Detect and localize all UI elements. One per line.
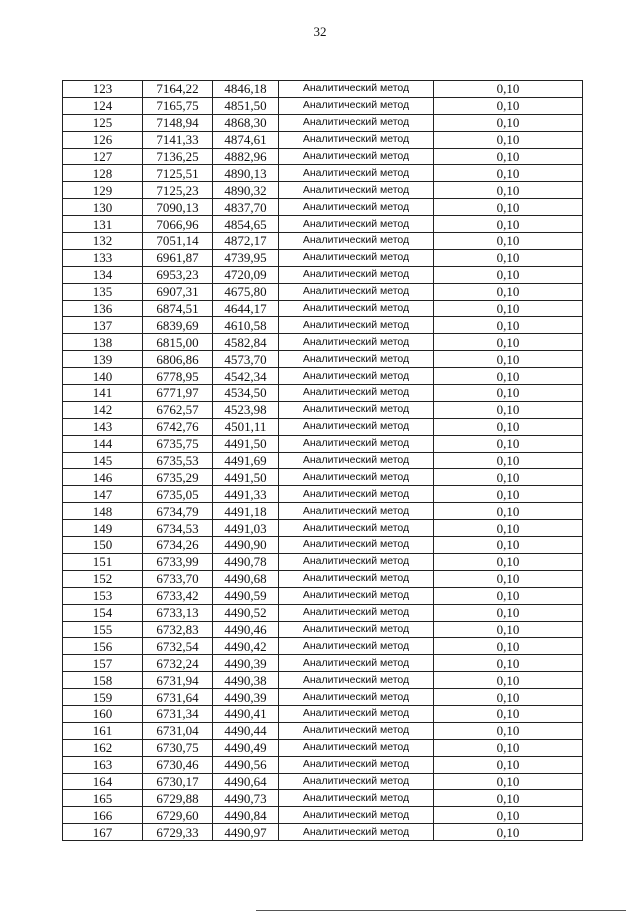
y-coordinate-cell: 4890,13 xyxy=(213,165,279,182)
method-cell: Аналитический метод xyxy=(279,97,434,114)
point-number-cell: 162 xyxy=(63,739,143,756)
point-number-cell: 164 xyxy=(63,773,143,790)
x-coordinate-cell: 6762,57 xyxy=(143,401,213,418)
method-cell: Аналитический метод xyxy=(279,81,434,98)
accuracy-cell: 0,10 xyxy=(434,638,583,655)
y-coordinate-cell: 4837,70 xyxy=(213,199,279,216)
table-row xyxy=(63,807,583,824)
point-number-cell: 160 xyxy=(63,705,143,722)
y-coordinate-cell: 4739,95 xyxy=(213,249,279,266)
method-cell: Аналитический метод xyxy=(279,317,434,334)
method-cell: Аналитический метод xyxy=(279,638,434,655)
table-row xyxy=(63,587,583,604)
table-row xyxy=(63,672,583,689)
method-cell: Аналитический метод xyxy=(279,486,434,503)
y-coordinate-cell: 4491,03 xyxy=(213,520,279,537)
point-number-cell: 156 xyxy=(63,638,143,655)
accuracy-cell: 0,10 xyxy=(434,131,583,148)
method-cell: Аналитический метод xyxy=(279,131,434,148)
x-coordinate-cell: 6734,26 xyxy=(143,537,213,554)
accuracy-cell: 0,10 xyxy=(434,199,583,216)
table-row xyxy=(63,739,583,756)
y-coordinate-cell: 4490,78 xyxy=(213,553,279,570)
accuracy-cell: 0,10 xyxy=(434,486,583,503)
y-coordinate-cell: 4851,50 xyxy=(213,97,279,114)
x-coordinate-cell: 6733,42 xyxy=(143,587,213,604)
y-coordinate-cell: 4882,96 xyxy=(213,148,279,165)
y-coordinate-cell: 4490,73 xyxy=(213,790,279,807)
y-coordinate-cell: 4491,50 xyxy=(213,435,279,452)
x-coordinate-cell: 6733,99 xyxy=(143,553,213,570)
method-cell: Аналитический метод xyxy=(279,148,434,165)
point-number-cell: 127 xyxy=(63,148,143,165)
table-row xyxy=(63,283,583,300)
x-coordinate-cell: 6953,23 xyxy=(143,266,213,283)
y-coordinate-cell: 4490,49 xyxy=(213,739,279,756)
table-row xyxy=(63,216,583,233)
accuracy-cell: 0,10 xyxy=(434,756,583,773)
table-row xyxy=(63,722,583,739)
table-row xyxy=(63,368,583,385)
accuracy-cell: 0,10 xyxy=(434,165,583,182)
point-number-cell: 152 xyxy=(63,570,143,587)
point-number-cell: 137 xyxy=(63,317,143,334)
y-coordinate-cell: 4501,11 xyxy=(213,418,279,435)
method-cell: Аналитический метод xyxy=(279,722,434,739)
method-cell: Аналитический метод xyxy=(279,300,434,317)
method-cell: Аналитический метод xyxy=(279,655,434,672)
x-coordinate-cell: 7051,14 xyxy=(143,233,213,250)
point-number-cell: 165 xyxy=(63,790,143,807)
point-number-cell: 159 xyxy=(63,689,143,706)
point-number-cell: 138 xyxy=(63,334,143,351)
y-coordinate-cell: 4720,09 xyxy=(213,266,279,283)
table-row xyxy=(63,249,583,266)
y-coordinate-cell: 4490,46 xyxy=(213,621,279,638)
table-row xyxy=(63,621,583,638)
table-row xyxy=(63,401,583,418)
y-coordinate-cell: 4846,18 xyxy=(213,81,279,98)
y-coordinate-cell: 4491,33 xyxy=(213,486,279,503)
accuracy-cell: 0,10 xyxy=(434,705,583,722)
table-row xyxy=(63,570,583,587)
y-coordinate-cell: 4490,90 xyxy=(213,537,279,554)
point-number-cell: 154 xyxy=(63,604,143,621)
x-coordinate-cell: 6732,54 xyxy=(143,638,213,655)
y-coordinate-cell: 4542,34 xyxy=(213,368,279,385)
point-number-cell: 126 xyxy=(63,131,143,148)
point-number-cell: 125 xyxy=(63,114,143,131)
accuracy-cell: 0,10 xyxy=(434,604,583,621)
accuracy-cell: 0,10 xyxy=(434,587,583,604)
y-coordinate-cell: 4874,61 xyxy=(213,131,279,148)
point-number-cell: 128 xyxy=(63,165,143,182)
x-coordinate-cell: 6961,87 xyxy=(143,249,213,266)
point-number-cell: 141 xyxy=(63,385,143,402)
y-coordinate-cell: 4573,70 xyxy=(213,351,279,368)
point-number-cell: 133 xyxy=(63,249,143,266)
table-row xyxy=(63,469,583,486)
y-coordinate-cell: 4675,80 xyxy=(213,283,279,300)
method-cell: Аналитический метод xyxy=(279,368,434,385)
table-row xyxy=(63,553,583,570)
x-coordinate-cell: 7165,75 xyxy=(143,97,213,114)
accuracy-cell: 0,10 xyxy=(434,81,583,98)
x-coordinate-cell: 7164,22 xyxy=(143,81,213,98)
accuracy-cell: 0,10 xyxy=(434,182,583,199)
accuracy-cell: 0,10 xyxy=(434,435,583,452)
y-coordinate-cell: 4490,44 xyxy=(213,722,279,739)
x-coordinate-cell: 6778,95 xyxy=(143,368,213,385)
x-coordinate-cell: 6731,94 xyxy=(143,672,213,689)
table-row xyxy=(63,790,583,807)
x-coordinate-cell: 6734,79 xyxy=(143,503,213,520)
x-coordinate-cell: 6742,76 xyxy=(143,418,213,435)
y-coordinate-cell: 4890,32 xyxy=(213,182,279,199)
point-number-cell: 150 xyxy=(63,537,143,554)
point-number-cell: 157 xyxy=(63,655,143,672)
method-cell: Аналитический метод xyxy=(279,266,434,283)
y-coordinate-cell: 4644,17 xyxy=(213,300,279,317)
table-row xyxy=(63,131,583,148)
table-row xyxy=(63,604,583,621)
table-row xyxy=(63,435,583,452)
point-number-cell: 158 xyxy=(63,672,143,689)
point-number-cell: 130 xyxy=(63,199,143,216)
table-row xyxy=(63,705,583,722)
method-cell: Аналитический метод xyxy=(279,790,434,807)
accuracy-cell: 0,10 xyxy=(434,249,583,266)
point-number-cell: 139 xyxy=(63,351,143,368)
table-row xyxy=(63,266,583,283)
table-row xyxy=(63,520,583,537)
table-row xyxy=(63,334,583,351)
point-number-cell: 166 xyxy=(63,807,143,824)
method-cell: Аналитический метод xyxy=(279,689,434,706)
x-coordinate-cell: 6729,33 xyxy=(143,824,213,841)
y-coordinate-cell: 4491,50 xyxy=(213,469,279,486)
accuracy-cell: 0,10 xyxy=(434,672,583,689)
x-coordinate-cell: 7148,94 xyxy=(143,114,213,131)
point-number-cell: 124 xyxy=(63,97,143,114)
accuracy-cell: 0,10 xyxy=(434,401,583,418)
table-row xyxy=(63,148,583,165)
method-cell: Аналитический метод xyxy=(279,537,434,554)
point-number-cell: 149 xyxy=(63,520,143,537)
point-number-cell: 147 xyxy=(63,486,143,503)
table-row xyxy=(63,385,583,402)
accuracy-cell: 0,10 xyxy=(434,216,583,233)
table-row xyxy=(63,165,583,182)
accuracy-cell: 0,10 xyxy=(434,790,583,807)
x-coordinate-cell: 6815,00 xyxy=(143,334,213,351)
x-coordinate-cell: 6732,83 xyxy=(143,621,213,638)
x-coordinate-cell: 6731,34 xyxy=(143,705,213,722)
accuracy-cell: 0,10 xyxy=(434,807,583,824)
x-coordinate-cell: 7090,13 xyxy=(143,199,213,216)
x-coordinate-cell: 6730,46 xyxy=(143,756,213,773)
x-coordinate-cell: 6730,75 xyxy=(143,739,213,756)
accuracy-cell: 0,10 xyxy=(434,570,583,587)
accuracy-cell: 0,10 xyxy=(434,97,583,114)
point-number-cell: 145 xyxy=(63,452,143,469)
accuracy-cell: 0,10 xyxy=(434,114,583,131)
point-number-cell: 123 xyxy=(63,81,143,98)
method-cell: Аналитический метод xyxy=(279,756,434,773)
point-number-cell: 136 xyxy=(63,300,143,317)
x-coordinate-cell: 6734,53 xyxy=(143,520,213,537)
y-coordinate-cell: 4490,97 xyxy=(213,824,279,841)
accuracy-cell: 0,10 xyxy=(434,334,583,351)
accuracy-cell: 0,10 xyxy=(434,503,583,520)
table-row xyxy=(63,317,583,334)
y-coordinate-cell: 4534,50 xyxy=(213,385,279,402)
point-number-cell: 161 xyxy=(63,722,143,739)
accuracy-cell: 0,10 xyxy=(434,689,583,706)
point-number-cell: 163 xyxy=(63,756,143,773)
x-coordinate-cell: 6874,51 xyxy=(143,300,213,317)
accuracy-cell: 0,10 xyxy=(434,317,583,334)
table-row xyxy=(63,773,583,790)
method-cell: Аналитический метод xyxy=(279,165,434,182)
x-coordinate-cell: 7066,96 xyxy=(143,216,213,233)
point-number-cell: 148 xyxy=(63,503,143,520)
y-coordinate-cell: 4490,84 xyxy=(213,807,279,824)
accuracy-cell: 0,10 xyxy=(434,537,583,554)
point-number-cell: 129 xyxy=(63,182,143,199)
method-cell: Аналитический метод xyxy=(279,199,434,216)
method-cell: Аналитический метод xyxy=(279,114,434,131)
method-cell: Аналитический метод xyxy=(279,570,434,587)
accuracy-cell: 0,10 xyxy=(434,739,583,756)
table-row xyxy=(63,199,583,216)
accuracy-cell: 0,10 xyxy=(434,722,583,739)
y-coordinate-cell: 4491,18 xyxy=(213,503,279,520)
table-row xyxy=(63,182,583,199)
method-cell: Аналитический метод xyxy=(279,469,434,486)
accuracy-cell: 0,10 xyxy=(434,553,583,570)
point-number-cell: 135 xyxy=(63,283,143,300)
y-coordinate-cell: 4523,98 xyxy=(213,401,279,418)
accuracy-cell: 0,10 xyxy=(434,621,583,638)
method-cell: Аналитический метод xyxy=(279,503,434,520)
table-row xyxy=(63,233,583,250)
accuracy-cell: 0,10 xyxy=(434,351,583,368)
point-number-cell: 132 xyxy=(63,233,143,250)
table-row xyxy=(63,114,583,131)
page-number: 32 xyxy=(313,24,327,39)
method-cell: Аналитический метод xyxy=(279,739,434,756)
point-number-cell: 155 xyxy=(63,621,143,638)
y-coordinate-cell: 4490,64 xyxy=(213,773,279,790)
method-cell: Аналитический метод xyxy=(279,587,434,604)
y-coordinate-cell: 4490,39 xyxy=(213,655,279,672)
bottom-rule xyxy=(256,910,626,911)
y-coordinate-cell: 4490,38 xyxy=(213,672,279,689)
y-coordinate-cell: 4868,30 xyxy=(213,114,279,131)
y-coordinate-cell: 4490,42 xyxy=(213,638,279,655)
table-row xyxy=(63,97,583,114)
accuracy-cell: 0,10 xyxy=(434,469,583,486)
table-row xyxy=(63,81,583,98)
method-cell: Аналитический метод xyxy=(279,705,434,722)
accuracy-cell: 0,10 xyxy=(434,773,583,790)
method-cell: Аналитический метод xyxy=(279,401,434,418)
x-coordinate-cell: 6732,24 xyxy=(143,655,213,672)
method-cell: Аналитический метод xyxy=(279,233,434,250)
coordinates-table-body xyxy=(63,81,583,841)
method-cell: Аналитический метод xyxy=(279,351,434,368)
accuracy-cell: 0,10 xyxy=(434,300,583,317)
y-coordinate-cell: 4872,17 xyxy=(213,233,279,250)
x-coordinate-cell: 7141,33 xyxy=(143,131,213,148)
method-cell: Аналитический метод xyxy=(279,807,434,824)
table-row xyxy=(63,756,583,773)
x-coordinate-cell: 6735,75 xyxy=(143,435,213,452)
x-coordinate-cell: 6839,69 xyxy=(143,317,213,334)
x-coordinate-cell: 6733,13 xyxy=(143,604,213,621)
accuracy-cell: 0,10 xyxy=(434,148,583,165)
x-coordinate-cell: 6729,88 xyxy=(143,790,213,807)
table-row xyxy=(63,503,583,520)
accuracy-cell: 0,10 xyxy=(434,385,583,402)
accuracy-cell: 0,10 xyxy=(434,520,583,537)
accuracy-cell: 0,10 xyxy=(434,233,583,250)
x-coordinate-cell: 6735,29 xyxy=(143,469,213,486)
x-coordinate-cell: 7125,51 xyxy=(143,165,213,182)
method-cell: Аналитический метод xyxy=(279,418,434,435)
accuracy-cell: 0,10 xyxy=(434,824,583,841)
method-cell: Аналитический метод xyxy=(279,283,434,300)
point-number-cell: 140 xyxy=(63,368,143,385)
table-row xyxy=(63,300,583,317)
y-coordinate-cell: 4490,41 xyxy=(213,705,279,722)
coordinates-table xyxy=(62,80,583,841)
y-coordinate-cell: 4582,84 xyxy=(213,334,279,351)
accuracy-cell: 0,10 xyxy=(434,418,583,435)
method-cell: Аналитический метод xyxy=(279,824,434,841)
x-coordinate-cell: 7136,25 xyxy=(143,148,213,165)
point-number-cell: 134 xyxy=(63,266,143,283)
x-coordinate-cell: 6735,05 xyxy=(143,486,213,503)
method-cell: Аналитический метод xyxy=(279,672,434,689)
point-number-cell: 144 xyxy=(63,435,143,452)
x-coordinate-cell: 6729,60 xyxy=(143,807,213,824)
table-row xyxy=(63,452,583,469)
y-coordinate-cell: 4490,39 xyxy=(213,689,279,706)
method-cell: Аналитический метод xyxy=(279,249,434,266)
x-coordinate-cell: 6730,17 xyxy=(143,773,213,790)
y-coordinate-cell: 4490,56 xyxy=(213,756,279,773)
table-row xyxy=(63,537,583,554)
x-coordinate-cell: 6771,97 xyxy=(143,385,213,402)
table-row xyxy=(63,418,583,435)
y-coordinate-cell: 4490,59 xyxy=(213,587,279,604)
table-row xyxy=(63,689,583,706)
table-row xyxy=(63,486,583,503)
accuracy-cell: 0,10 xyxy=(434,368,583,385)
method-cell: Аналитический метод xyxy=(279,452,434,469)
point-number-cell: 142 xyxy=(63,401,143,418)
method-cell: Аналитический метод xyxy=(279,773,434,790)
x-coordinate-cell: 6806,86 xyxy=(143,351,213,368)
method-cell: Аналитический метод xyxy=(279,435,434,452)
x-coordinate-cell: 7125,23 xyxy=(143,182,213,199)
point-number-cell: 167 xyxy=(63,824,143,841)
x-coordinate-cell: 6907,31 xyxy=(143,283,213,300)
accuracy-cell: 0,10 xyxy=(434,266,583,283)
point-number-cell: 151 xyxy=(63,553,143,570)
point-number-cell: 153 xyxy=(63,587,143,604)
point-number-cell: 131 xyxy=(63,216,143,233)
method-cell: Аналитический метод xyxy=(279,334,434,351)
accuracy-cell: 0,10 xyxy=(434,452,583,469)
accuracy-cell: 0,10 xyxy=(434,655,583,672)
y-coordinate-cell: 4490,52 xyxy=(213,604,279,621)
method-cell: Аналитический метод xyxy=(279,553,434,570)
method-cell: Аналитический метод xyxy=(279,520,434,537)
y-coordinate-cell: 4490,68 xyxy=(213,570,279,587)
x-coordinate-cell: 6735,53 xyxy=(143,452,213,469)
point-number-cell: 146 xyxy=(63,469,143,486)
y-coordinate-cell: 4610,58 xyxy=(213,317,279,334)
y-coordinate-cell: 4491,69 xyxy=(213,452,279,469)
table-row xyxy=(63,638,583,655)
x-coordinate-cell: 6731,64 xyxy=(143,689,213,706)
method-cell: Аналитический метод xyxy=(279,604,434,621)
table-row xyxy=(63,655,583,672)
table-row xyxy=(63,351,583,368)
x-coordinate-cell: 6733,70 xyxy=(143,570,213,587)
accuracy-cell: 0,10 xyxy=(434,283,583,300)
y-coordinate-cell: 4854,65 xyxy=(213,216,279,233)
point-number-cell: 143 xyxy=(63,418,143,435)
method-cell: Аналитический метод xyxy=(279,385,434,402)
table-row xyxy=(63,824,583,841)
x-coordinate-cell: 6731,04 xyxy=(143,722,213,739)
method-cell: Аналитический метод xyxy=(279,621,434,638)
method-cell: Аналитический метод xyxy=(279,182,434,199)
method-cell: Аналитический метод xyxy=(279,216,434,233)
